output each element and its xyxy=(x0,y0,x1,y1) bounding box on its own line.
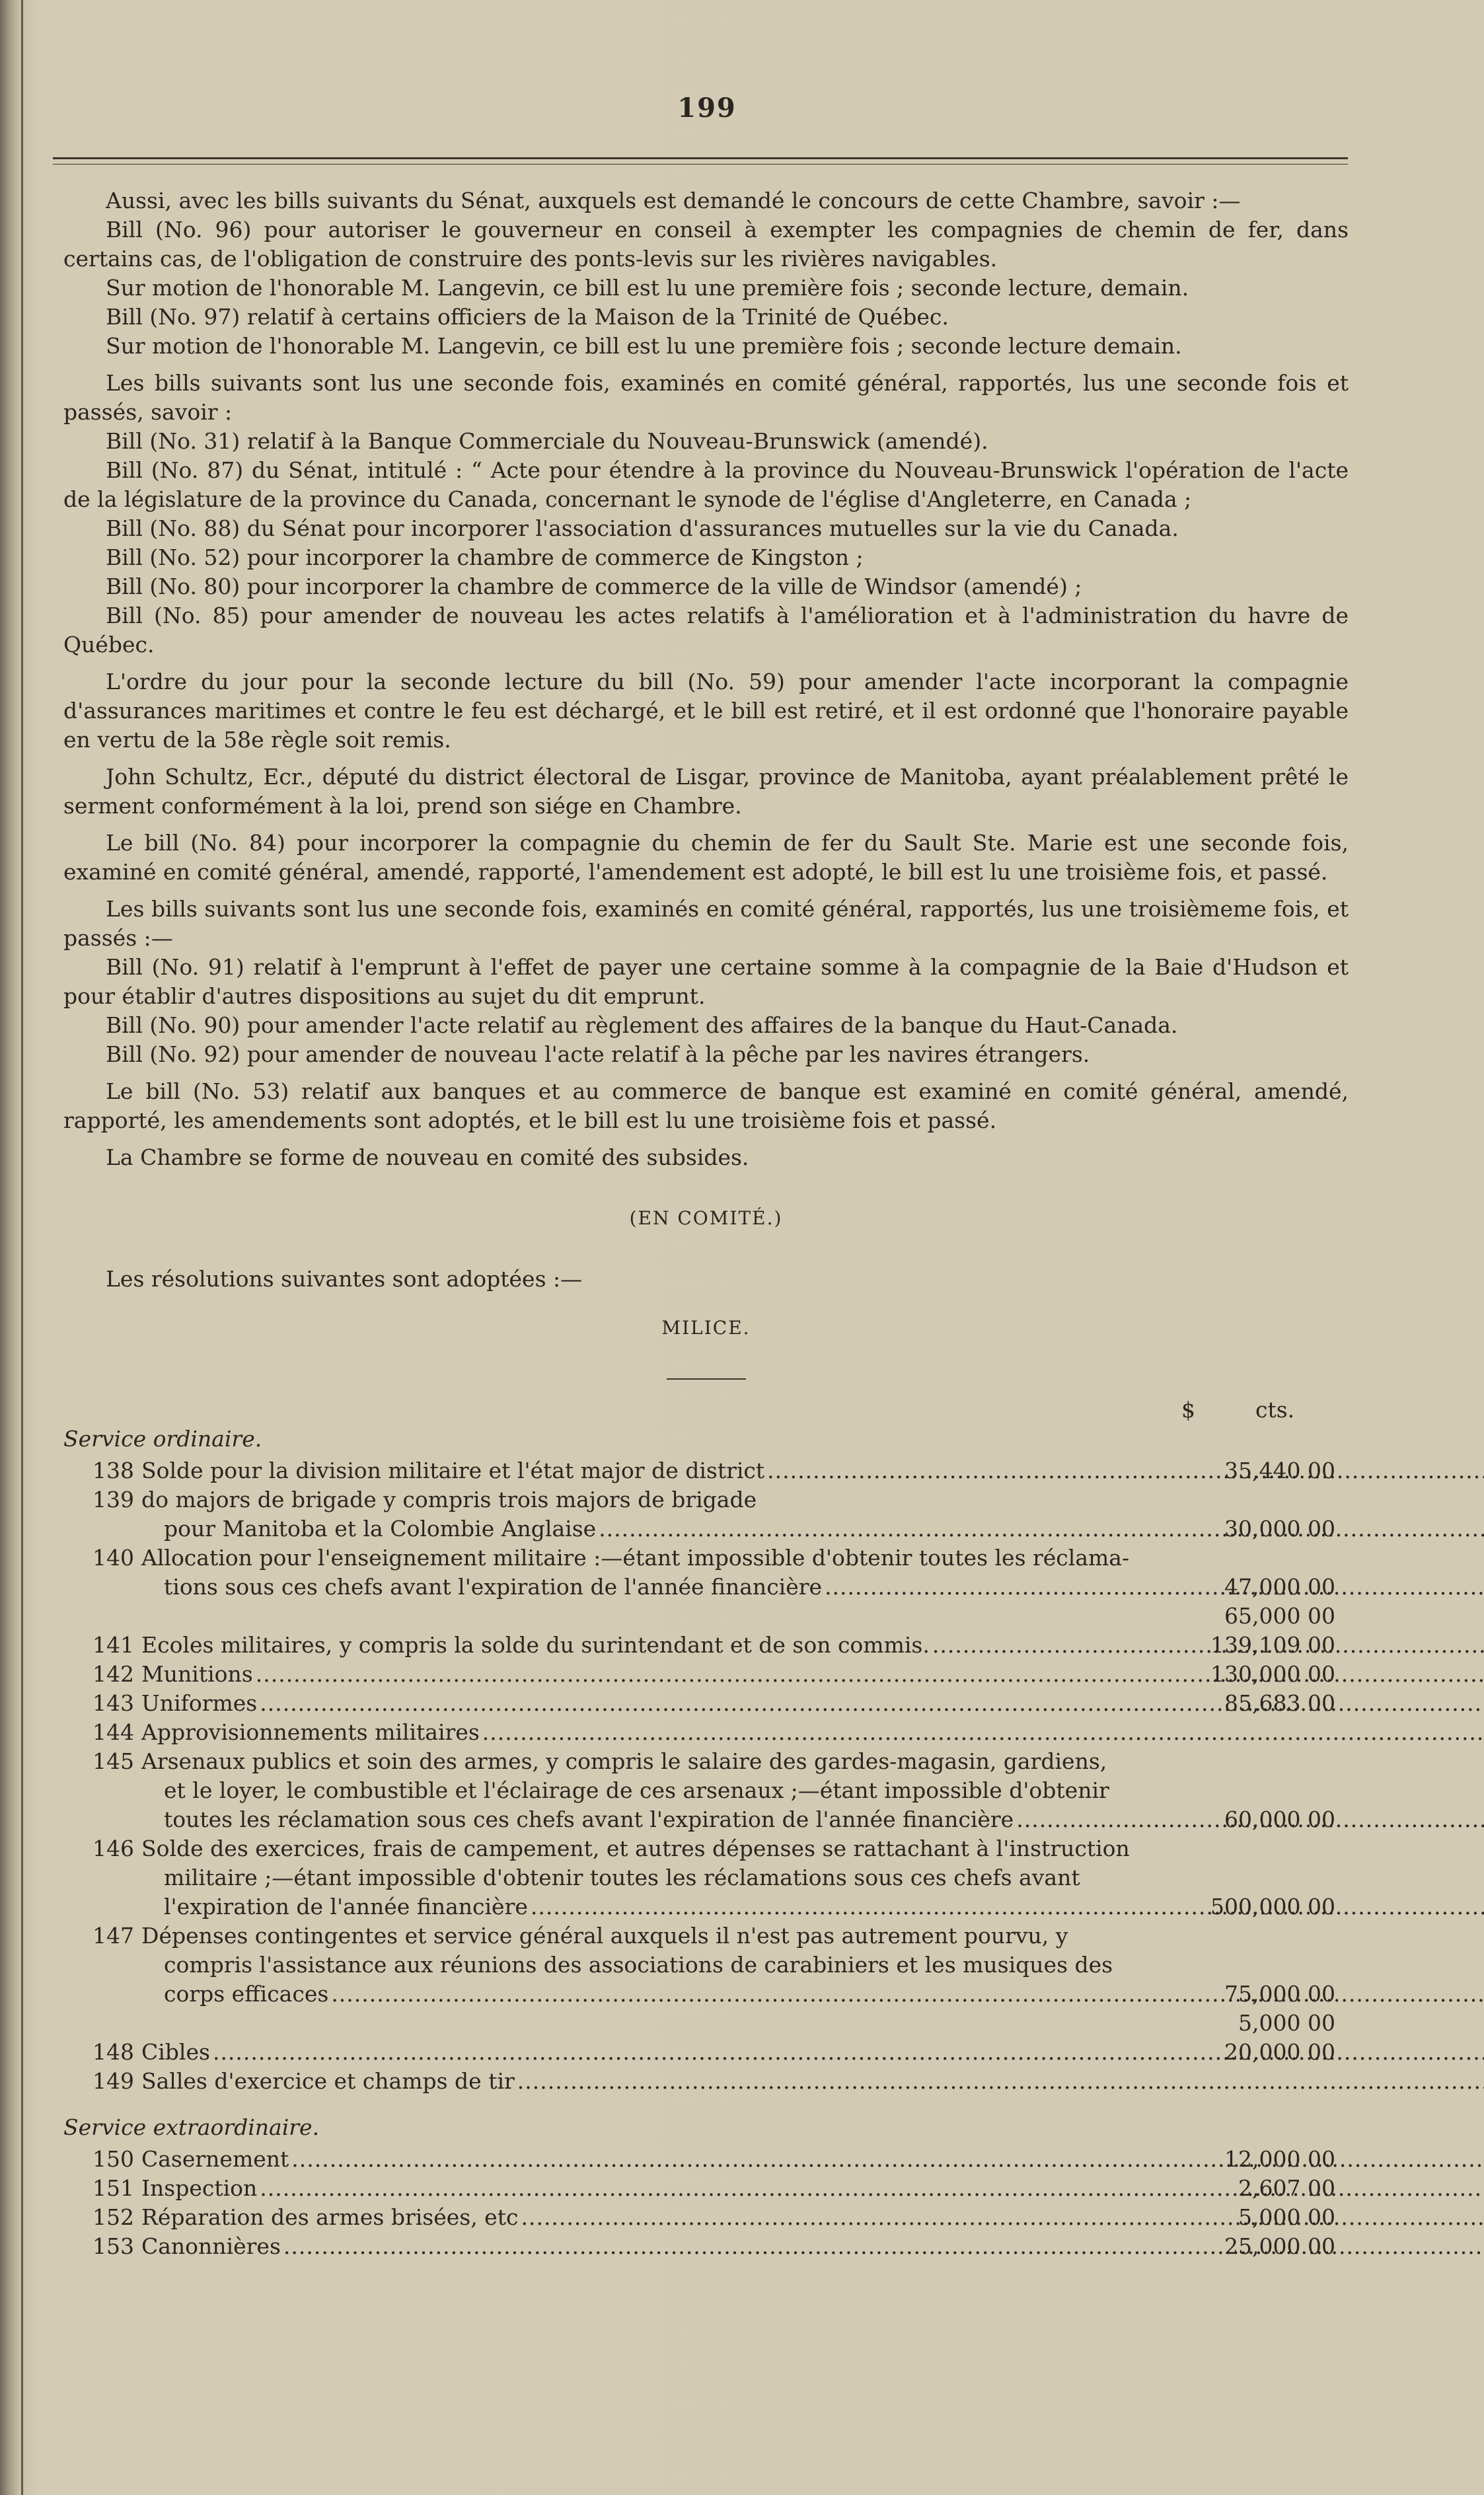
item-amount: 47,000 00 xyxy=(1224,1574,1335,1600)
estimate-row xyxy=(63,1485,1349,1544)
paragraph: Bill (No. 92) pour amender de nouveau l'acte relatif à la pêche par les navires étrangers. xyxy=(106,1041,1090,1067)
item-description-line: Inspection ..... xyxy=(141,2174,1190,2203)
item-description xyxy=(141,2232,1190,2261)
item-description-line: l'expiration de l'année financière ..... xyxy=(141,1892,1190,1921)
item-description-line: Cibles ..... xyxy=(141,2038,1190,2067)
item-description xyxy=(141,1544,1190,1602)
item-description xyxy=(141,1485,1190,1544)
estimate-row xyxy=(63,1631,1349,1660)
item-amount: 20,000 00 xyxy=(1224,2039,1335,2065)
item-number: 146 xyxy=(93,1836,134,1861)
item-description xyxy=(141,2067,1190,2096)
item-number: 145 xyxy=(93,1748,134,1774)
item-number: 151 xyxy=(93,2175,134,2201)
estimate-row xyxy=(63,1660,1349,1689)
item-number: 149 xyxy=(93,2068,134,2094)
item-amount: 5,000 00 xyxy=(1238,2010,1335,2036)
item-amount: 85,683 00 xyxy=(1224,1690,1335,1716)
header-rule xyxy=(53,157,1348,159)
item-number: 152 xyxy=(93,2204,134,2230)
item-amount: 60,000 00 xyxy=(1224,1806,1335,1832)
item-description-line: Salles d'exercice et champs de tir ..... xyxy=(141,2067,1190,2096)
service-ordinaire-heading: Service ordinaire. xyxy=(63,1426,262,1452)
paragraph: John Schultz, Ecr., député du district électoral de Lisgar, province de Manitoba, ayant préalablement prêté le serment conformément à la loi, prend son siége en Chambre. xyxy=(63,764,1349,819)
item-description-line: corps efficaces ..... xyxy=(141,1980,1190,2009)
item-amount: 65,000 00 xyxy=(1224,1603,1335,1629)
item-amount: 25,000 00 xyxy=(1224,2233,1335,2259)
item-description-line: Uniformes ..... xyxy=(141,1689,1190,1718)
paragraph: La Chambre se forme de nouveau en comité des subsides. xyxy=(106,1144,749,1170)
item-description-line: Ecoles militaires, y compris la solde du surintendant et de son commis. ..... xyxy=(141,1631,1190,1660)
item-description-line: Allocation pour l'enseignement militaire :—étant impossible d'obtenir toutes les réclama- xyxy=(141,1545,1130,1571)
item-description-line: Approvisionnements militaires ..... xyxy=(141,1718,1190,1747)
item-description-line: tions sous ces chefs avant l'expiration de l'année financière ..... xyxy=(141,1573,1190,1602)
item-amount: 12,000 00 xyxy=(1224,2146,1335,2172)
leader-dots xyxy=(767,1458,1484,1483)
item-description-line: Arsenaux publics et soin des armes, y compris le salaire des gardes-magasin, gardiens, xyxy=(141,1748,1107,1774)
dollar-header: $ xyxy=(1181,1397,1195,1423)
estimate-row xyxy=(63,2067,1349,2096)
estimate-row xyxy=(63,2174,1349,2203)
paragraph: Sur motion de l'honorable M. Langevin, ce bill est lu une première fois ; seconde lecture demain. xyxy=(106,333,1182,359)
document-body xyxy=(63,186,1349,2261)
paragraph: Bill (No. 52) pour incorporer la chambre de commerce de Kingston ; xyxy=(106,544,864,570)
estimate-row xyxy=(63,2145,1349,2174)
item-number: 139 xyxy=(93,1487,134,1512)
item-description-line: Casernement ..... xyxy=(141,2145,1190,2174)
item-description-line: pour Manitoba et la Colombie Anglaise ..... xyxy=(141,1514,1190,1544)
item-description-line: Dépenses contingentes et service général auxquels il n'est pas autrement pourvu, y xyxy=(141,1923,1068,1949)
item-description-line: do majors de brigade y compris trois majors de brigade xyxy=(141,1487,757,1512)
paragraph: Les bills suivants sont lus une seconde fois, examinés en comité général, rapportés, lus une seconde fois et passés, savoir : xyxy=(63,370,1349,425)
en-comite-heading: (EN COMITÉ.) xyxy=(629,1207,783,1229)
paragraph: Bill (No. 96) pour autoriser le gouverneur en conseil à exempter les compagnies de chemin de fer, dans certains cas, de l'obligation de construire des ponts-levis sur les rivières navigables. xyxy=(63,217,1349,272)
paragraph: Les bills suivants sont lus une seconde fois, examinés en comité général, rapportés, lus une troisièmeme fois, et passés :— xyxy=(63,896,1349,951)
paragraph: Bill (No. 31) relatif à la Banque Commerciale du Nouveau-Brunswick (amendé). xyxy=(106,428,988,454)
leader-dots xyxy=(531,1894,1484,1919)
estimate-row xyxy=(63,1921,1349,2009)
item-description xyxy=(141,1747,1190,1834)
item-amount: 5,000 00 xyxy=(1238,2204,1335,2230)
item-description-line: toutes les réclamation sous ces chefs avant l'expiration de l'année financière ..... xyxy=(141,1805,1190,1834)
estimate-row xyxy=(63,1747,1349,1834)
paragraph: L'ordre du jour pour la seconde lecture du bill (No. 59) pour amender l'acte incorporant la compagnie d'assurances maritimes et contre le feu est déchargé, et le bill est retiré, et il est ordonné que l'honoraire payable en vertu de la 58e règle soit remis. xyxy=(63,669,1349,753)
binding-edge xyxy=(21,0,23,2495)
currency-header xyxy=(63,1396,1349,1425)
item-description-line: compris l'assistance aux réunions des associations de carabiniers et les musiques des xyxy=(164,1952,1113,1978)
item-description xyxy=(141,1689,1190,1718)
milice-heading: MILICE. xyxy=(661,1317,751,1339)
leader-dots xyxy=(599,1516,1484,1542)
resolutions-intro: Les résolutions suivantes sont adoptées :— xyxy=(106,1266,583,1292)
leader-dots xyxy=(825,1574,1484,1600)
item-description xyxy=(141,1660,1190,1689)
item-description-line: et le loyer, le combustible et l'éclairage de ces arsenaux ;—étant impossible d'obtenir xyxy=(164,1777,1109,1803)
paragraph: Le bill (No. 53) relatif aux banques et au commerce de banque est examiné en comité général, amendé, rapporté, les amendements sont adoptés, et le bill est lu une troisième fois et passé. xyxy=(63,1078,1349,1133)
section-divider xyxy=(667,1378,746,1380)
cents-header: cts. xyxy=(1255,1397,1295,1423)
ordinaire-items xyxy=(63,1456,1349,2096)
item-number: 150 xyxy=(93,2146,134,2172)
item-number: 147 xyxy=(93,1923,134,1949)
item-description xyxy=(141,1718,1190,1747)
estimate-row xyxy=(63,1718,1349,1747)
item-number: 138 xyxy=(93,1458,134,1483)
paragraph: Bill (No. 80) pour incorporer la chambre de commerce de la ville de Windsor (amendé) ; xyxy=(106,574,1082,599)
paragraph: Bill (No. 90) pour amender l'acte relatif au règlement des affaires de la banque du Haut-Canada. xyxy=(106,1012,1178,1038)
paragraph: Bill (No. 85) pour amender de nouveau les actes relatifs à l'amélioration et à l'administration du havre de Québec. xyxy=(63,603,1349,657)
leader-dots xyxy=(482,1719,1484,1745)
estimate-row xyxy=(63,2009,1349,2038)
item-description xyxy=(141,2009,1190,2038)
item-description-line: militaire ;—étant impossible d'obtenir toutes les réclamations sous ces chefs avant xyxy=(164,1865,1080,1890)
item-number: 143 xyxy=(93,1690,134,1716)
item-number: 140 xyxy=(93,1545,134,1571)
item-description xyxy=(141,2038,1190,2067)
item-description-line: Réparation des armes brisées, etc ..... xyxy=(141,2203,1190,2232)
extraordinaire-items xyxy=(63,2145,1349,2261)
item-number: 144 xyxy=(93,1719,134,1745)
paragraph: Bill (No. 87) du Sénat, intitulé : “ Acte pour étendre à la province du Nouveau-Brunswick l'opération de l'acte de la législature de la province du Canada, concernant le synode de l'église d'Angleterre, en Canada ; xyxy=(63,457,1349,512)
estimate-row xyxy=(63,2232,1349,2261)
item-amount: 139,109 00 xyxy=(1210,1632,1335,1658)
item-description xyxy=(141,1602,1190,1631)
item-amount: 2,607 00 xyxy=(1238,2175,1335,2201)
item-description xyxy=(141,1921,1190,2009)
item-description xyxy=(141,1631,1190,1660)
estimate-row xyxy=(63,1602,1349,1631)
estimate-row xyxy=(63,1456,1349,1485)
item-amount: 75,000 00 xyxy=(1224,1981,1335,2007)
item-description xyxy=(141,2203,1190,2232)
estimate-row xyxy=(63,2038,1349,2067)
item-amount: 500,000 00 xyxy=(1210,1894,1335,1919)
paragraph: Bill (No. 97) relatif à certains officiers de la Maison de la Trinité de Québec. xyxy=(106,304,949,330)
item-amount: 30,000 00 xyxy=(1224,1516,1335,1542)
service-extraordinaire-heading: Service extraordinaire. xyxy=(63,2114,320,2140)
item-description-line: Solde pour la division militaire et l'état major de district ..... xyxy=(141,1456,1190,1485)
item-description-line: Munitions ..... xyxy=(141,1660,1190,1689)
paragraph: Bill (No. 91) relatif à l'emprunt à l'effet de payer une certaine somme à la compagnie de la Baie d'Hudson et pour établir d'autres dispositions au sujet du dit emprunt. xyxy=(63,954,1349,1009)
item-amount: 130,000 00 xyxy=(1210,1661,1335,1687)
leader-dots xyxy=(517,2068,1484,2094)
item-description xyxy=(141,2174,1190,2203)
item-description-line: Canonnières ..... xyxy=(141,2232,1190,2261)
item-description xyxy=(141,1834,1190,1921)
estimate-row xyxy=(63,1834,1349,1921)
item-number: 153 xyxy=(93,2233,134,2259)
paragraph: Bill (No. 88) du Sénat pour incorporer l'association d'assurances mutuelles sur la vie du Canada. xyxy=(106,515,1179,541)
header-rule-thin xyxy=(53,164,1348,165)
paragraph: Le bill (No. 84) pour incorporer la compagnie du chemin de fer du Sault Ste. Marie est une seconde fois, examiné en comité général, amendé, rapporté, l'amendement est adopté, le bill est lu une troisième fois, et passé. xyxy=(63,830,1349,885)
item-number: 142 xyxy=(93,1661,134,1687)
estimate-row xyxy=(63,2203,1349,2232)
leader-dots xyxy=(521,2204,1484,2230)
page-number: 199 xyxy=(677,93,737,124)
item-number: 141 xyxy=(93,1632,134,1658)
estimate-row xyxy=(63,1544,1349,1602)
item-description-line: Solde des exercices, frais de campement, et autres dépenses se rattachant à l'instruction xyxy=(141,1836,1130,1861)
item-amount: 35,440 00 xyxy=(1224,1458,1335,1483)
estimate-row xyxy=(63,1689,1349,1718)
paragraph: Sur motion de l'honorable M. Langevin, ce bill est lu une première fois ; seconde lecture, demain. xyxy=(106,275,1189,301)
paragraph: Aussi, avec les bills suivants du Sénat, auxquels est demandé le concours de cette Chambre, savoir :— xyxy=(106,188,1241,213)
item-description xyxy=(141,1456,1190,1485)
item-number: 148 xyxy=(93,2039,134,2065)
item-description xyxy=(141,2145,1190,2174)
